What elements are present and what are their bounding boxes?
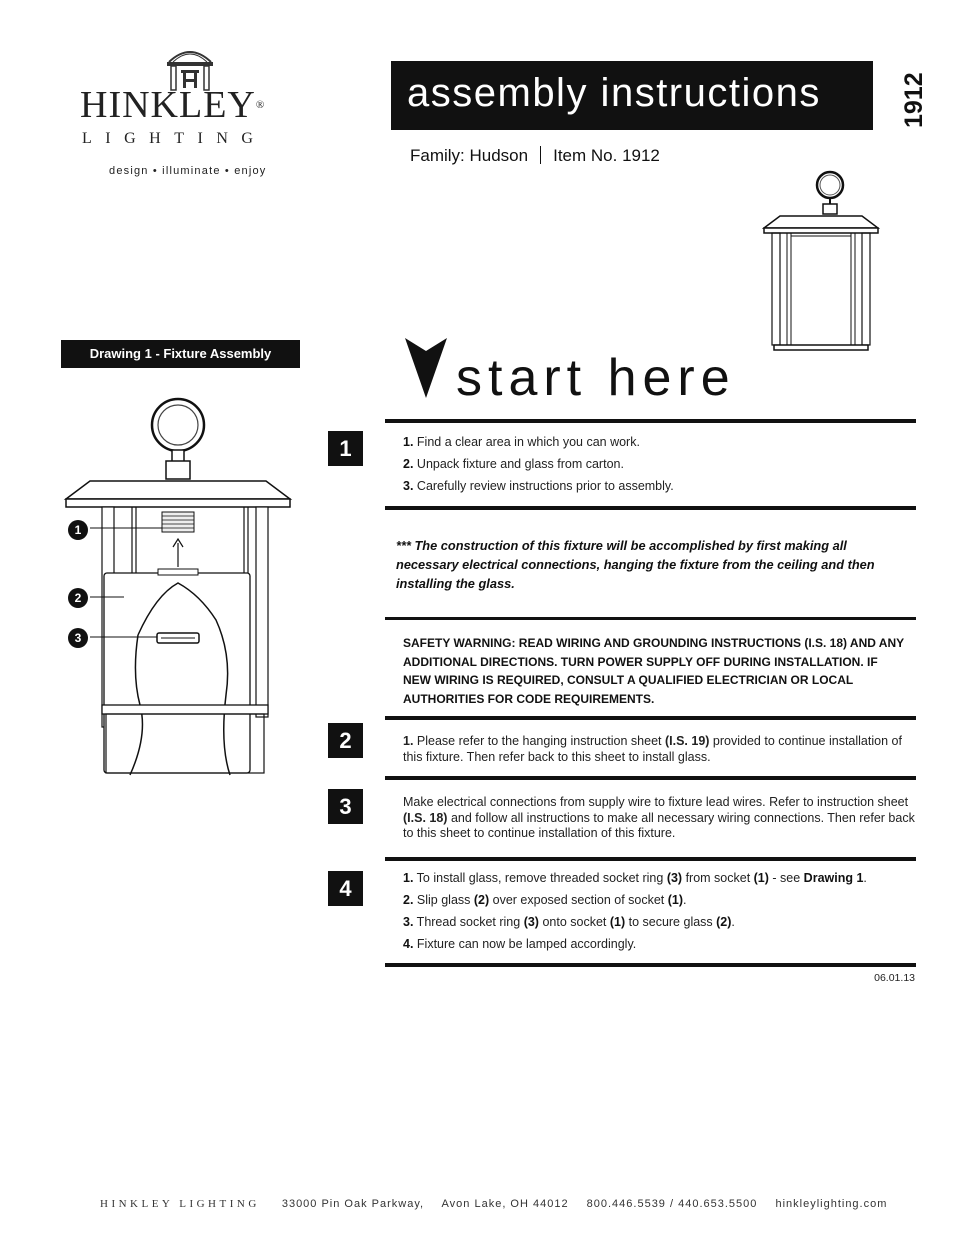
rule-step-3-end [385, 857, 916, 861]
start-arrow-icon [404, 337, 448, 399]
callout-1: 1 [68, 520, 88, 540]
logo-name: HINKLEY® [80, 84, 266, 126]
registered-mark: ® [255, 99, 266, 111]
list-item: 3. Carefully review instructions prior to assembly. [403, 479, 674, 493]
step-2-text: 1. Please refer to the hanging instruction sheet (I.S. 19) provided to continue installation of this fixture. Then refer back to this sheet to install glass. [403, 734, 902, 764]
footer-address: 33000 Pin Oak Parkway, [281, 1198, 425, 1210]
list-item: 4. Fixture can now be lamped accordingly. [403, 937, 637, 951]
family-label: Family: Hudson [410, 146, 529, 165]
list-item: 2. Slip glass (2) over exposed section of socket (1). [403, 893, 687, 907]
step-number-3: 3 [328, 789, 363, 824]
step-4-list [403, 867, 867, 955]
logo-tagline: design • illuminate • enjoy [109, 165, 267, 177]
step-number-2: 2 [328, 723, 363, 758]
start-here-heading: start here [456, 349, 736, 407]
item-number-vertical [886, 62, 936, 132]
item-number-vertical-text: 1912 [900, 72, 928, 128]
rule-top [385, 419, 916, 423]
step-number-1: 1 [328, 431, 363, 466]
logo-subtitle: LIGHTING [82, 130, 267, 147]
footer-phone: 800.446.5539 / 440.653.5500 [586, 1198, 758, 1210]
list-item: 2. Unpack fixture and glass from carton. [403, 457, 624, 471]
rule-warning-end [385, 716, 916, 720]
fixture-thumbnail [762, 170, 880, 356]
construction-note: *** The construction of this fixture will be accomplished by first making all necessary electrical connections, hanging the fixture from the ceiling and then installing the glass. [396, 538, 875, 591]
footer-brand: HINKLEY LIGHTING [100, 1198, 260, 1210]
revision-date: 06.01.13 [874, 972, 915, 984]
footer-website-link[interactable]: hinkleylighting.com [775, 1198, 888, 1210]
callout-3: 3 [68, 628, 88, 648]
rule-step-2-end [385, 776, 916, 780]
footer [100, 1198, 887, 1210]
footer-city: Avon Lake, OH 44012 [441, 1198, 569, 1210]
rule-step-1-end [385, 506, 916, 510]
rule-step-4-end [385, 963, 916, 967]
item-label: Item No. 1912 [553, 146, 660, 165]
page-title: assembly instructions [407, 71, 821, 115]
step-number-4: 4 [328, 871, 363, 906]
step-3-text: Make electrical connections from supply wire to fixture lead wires. Refer to instruction sheet (I.S. 18) and follow all instructions to make all necessary wiring connections. Then refer back to this sheet to continue installation of this fixture. [403, 795, 915, 840]
rule-note-end [385, 617, 916, 620]
list-item: 3. Thread socket ring (3) onto socket (1) to secure glass (2). [403, 915, 735, 929]
safety-warning: SAFETY WARNING: READ WIRING AND GROUNDING INSTRUCTIONS (I.S. 18) AND ANY ADDITIONAL DIRECTIONS. TURN POWER SUPPLY OFF DURING INSTALLATION. IF NEW WIRING IS REQUIRED, CONSULT A QUALIFIED ELECTRICIAN OR LOCAL AUTHORITIES FOR CODE REQUIREMENTS. [403, 636, 904, 706]
list-item: 1. Find a clear area in which you can work. [403, 435, 640, 449]
callout-2: 2 [68, 588, 88, 608]
list-item: 1. To install glass, remove threaded socket ring (3) from socket (1) - see Drawing 1. [403, 871, 867, 885]
title-bar [391, 61, 873, 130]
step-1-list [403, 431, 674, 497]
fixture-assembly-drawing [60, 395, 300, 785]
family-separator [540, 146, 541, 164]
family-line [410, 146, 660, 166]
drawing-label: Drawing 1 - Fixture Assembly [61, 340, 300, 368]
